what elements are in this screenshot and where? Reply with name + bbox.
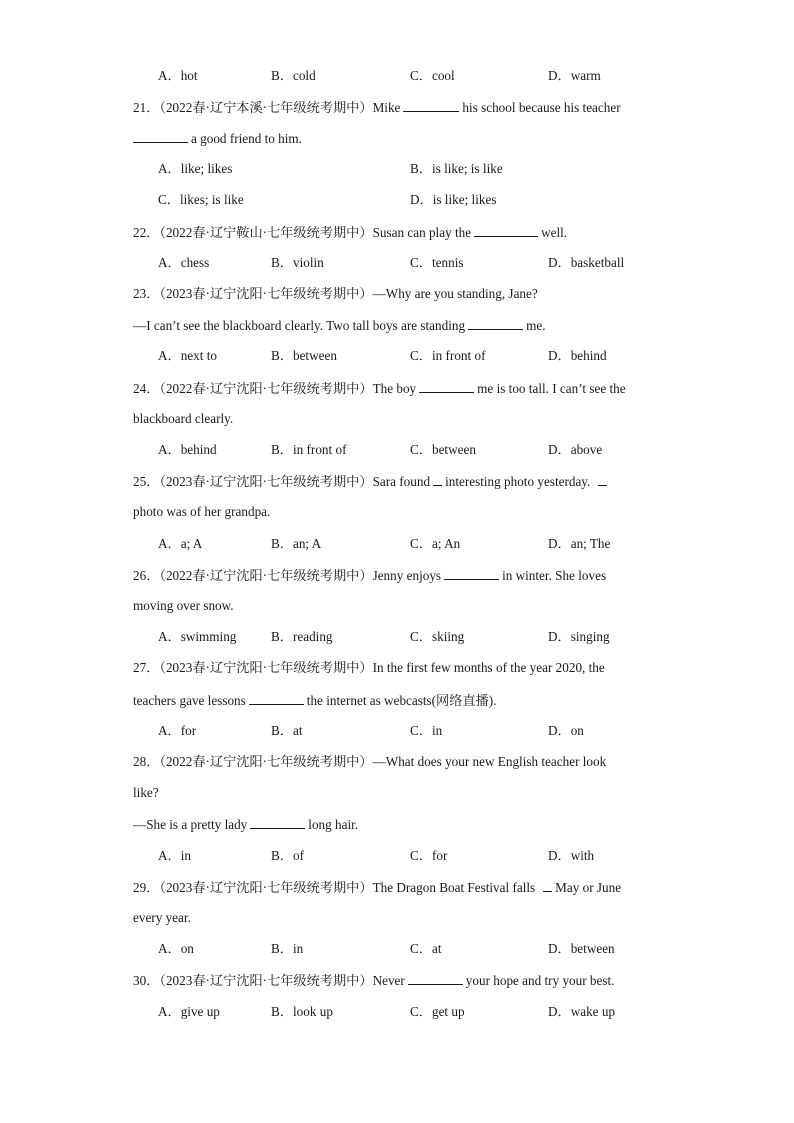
option-b[interactable]: B．is like; is like [410,161,503,176]
option-c[interactable]: C．in [410,723,443,738]
question-source: 26．（2022春·辽宁沈阳·七年级统考期中） [133,568,373,583]
stem-text: the internet as webcasts(网络直播). [306,693,497,708]
stem-text: Jenny enjoys [372,568,442,583]
option-c[interactable]: C．for [410,848,448,863]
option-a[interactable]: A．on [158,941,194,956]
stem-text: —I can’t see the blackboard clearly. Two tall boys are standing [133,318,466,333]
stem-text: me. [526,318,546,333]
option-d[interactable]: D．warm [548,68,601,83]
question-25-stem-line-2 [133,504,270,520]
option-a[interactable]: A．hot [158,68,198,83]
option-d[interactable]: D．behind [548,348,607,363]
option-b[interactable]: B．violin [271,255,324,270]
answer-blank[interactable] [543,879,552,892]
stem-text: long hair. [308,817,359,832]
stem-text: blackboard clearly. [133,411,234,426]
stem-text: In the first few months of the year 2020, the [372,660,605,675]
answer-blank[interactable] [133,130,188,143]
stem-text: like? [133,785,159,800]
option-b[interactable]: B．of [271,848,304,863]
option-c[interactable]: C．tennis [410,255,464,270]
question-24-stem-line-2 [133,411,233,427]
question-25-stem-line-1 [133,473,610,490]
question-21-stem-line-1 [133,99,621,116]
question-27-stem-line-1 [133,660,605,676]
question-source: 27．（2023春·辽宁沈阳·七年级统考期中） [133,660,373,675]
stem-text: well. [541,225,568,240]
option-c[interactable]: C．cool [410,68,455,83]
stem-text: every year. [133,910,191,925]
question-29-stem-line-2 [133,910,191,926]
question-source: 22．（2022春·辽宁鞍山·七年级统考期中） [133,225,373,240]
option-a[interactable]: A．for [158,723,197,738]
question-source: 24．（2022春·辽宁沈阳·七年级统考期中） [133,381,373,396]
question-22-stem-line-1 [133,224,567,241]
stem-text: Never [372,973,405,988]
option-b[interactable]: B．between [271,348,337,363]
question-21-stem-line-2 [133,130,302,147]
option-d[interactable]: D．wake up [548,1004,616,1019]
option-a[interactable]: A．in [158,848,191,863]
answer-blank[interactable] [444,567,499,580]
stem-text: The Dragon Boat Festival falls [372,880,536,895]
answer-blank[interactable] [408,972,463,985]
option-b[interactable]: B．cold [271,68,316,83]
option-d[interactable]: D．is like; likes [410,192,497,207]
stem-text: a good friend to him. [191,131,302,146]
option-c[interactable]: C．a; An [410,536,461,551]
option-d[interactable]: D．with [548,848,595,863]
question-26-stem-line-2 [133,598,234,614]
option-c[interactable]: C．get up [410,1004,465,1019]
question-source: 29．（2023春·辽宁沈阳·七年级统考期中） [133,880,373,895]
question-source: 25．（2023春·辽宁沈阳·七年级统考期中） [133,474,373,489]
stem-text: Sara found [372,474,431,489]
option-d[interactable]: D．between [548,941,615,956]
option-c[interactable]: C．between [410,442,476,457]
option-b[interactable]: B．reading [271,629,333,644]
answer-blank[interactable] [249,692,304,705]
answer-blank[interactable] [250,816,305,829]
option-a[interactable]: A．next to [158,348,217,363]
stem-text: —She is a pretty lady [133,817,248,832]
answer-blank[interactable] [419,380,474,393]
stem-text: Mike [372,100,401,115]
option-c[interactable]: C．likes; is like [158,192,244,207]
question-23-stem-line-2 [133,317,546,334]
question-27-stem-line-2 [133,692,497,709]
question-source: 23．（2023春·辽宁沈阳·七年级统考期中） [133,286,373,301]
option-d[interactable]: D．on [548,723,584,738]
stem-text: May or June [555,880,622,895]
stem-text: moving over snow. [133,598,234,613]
option-c[interactable]: C．skiing [410,629,465,644]
stem-text: —What does your new English teacher look [372,754,607,769]
answer-blank[interactable] [403,99,459,112]
answer-blank[interactable] [598,473,607,486]
stem-text: The boy [372,381,417,396]
option-a[interactable]: A．give up [158,1004,220,1019]
option-a[interactable]: A．swimming [158,629,237,644]
answer-blank[interactable] [474,224,538,237]
stem-text: teachers gave lessons [133,693,246,708]
option-d[interactable]: D．singing [548,629,610,644]
option-b[interactable]: B．in front of [271,442,347,457]
answer-blank[interactable] [433,473,442,486]
stem-text: photo was of her grandpa. [133,504,271,519]
option-d[interactable]: D．basketball [548,255,625,270]
option-b[interactable]: B．at [271,723,303,738]
answer-blank[interactable] [468,317,523,330]
stem-text: interesting photo yesterday. [445,474,591,489]
option-b[interactable]: B．in [271,941,304,956]
option-d[interactable]: D．above [548,442,603,457]
option-a[interactable]: A．a; A [158,536,203,551]
question-28-stem-line-3 [133,816,358,833]
option-d[interactable]: D．an; The [548,536,611,551]
stem-text: me is too tall. I can’t see the [477,381,626,396]
question-29-stem-line-1 [133,879,621,896]
option-b[interactable]: B．an; A [271,536,322,551]
question-source: 30．（2023春·辽宁沈阳·七年级统考期中） [133,973,373,988]
question-source: 21．（2022春·辽宁本溪·七年级统考期中） [133,100,373,115]
option-a[interactable]: A．like; likes [158,161,233,176]
option-a[interactable]: A．behind [158,442,217,457]
stem-text: your hope and try your best. [465,973,615,988]
question-23-stem-line-1 [133,286,538,302]
option-a[interactable]: A．chess [158,255,210,270]
question-30-stem-line-1 [133,972,614,989]
stem-text: —Why are you standing, Jane? [372,286,538,301]
stem-text: in winter. She loves [502,568,607,583]
option-c[interactable]: C．in front of [410,348,486,363]
question-26-stem-line-1 [133,567,606,584]
option-c[interactable]: C．at [410,941,442,956]
option-b[interactable]: B．look up [271,1004,333,1019]
question-source: 28．（2022春·辽宁沈阳·七年级统考期中） [133,754,373,769]
question-28-stem-line-2 [133,785,159,801]
stem-text: his school because his teacher [462,100,621,115]
question-24-stem-line-1 [133,380,626,397]
question-28-stem-line-1 [133,754,606,770]
stem-text: Susan can play the [372,225,472,240]
